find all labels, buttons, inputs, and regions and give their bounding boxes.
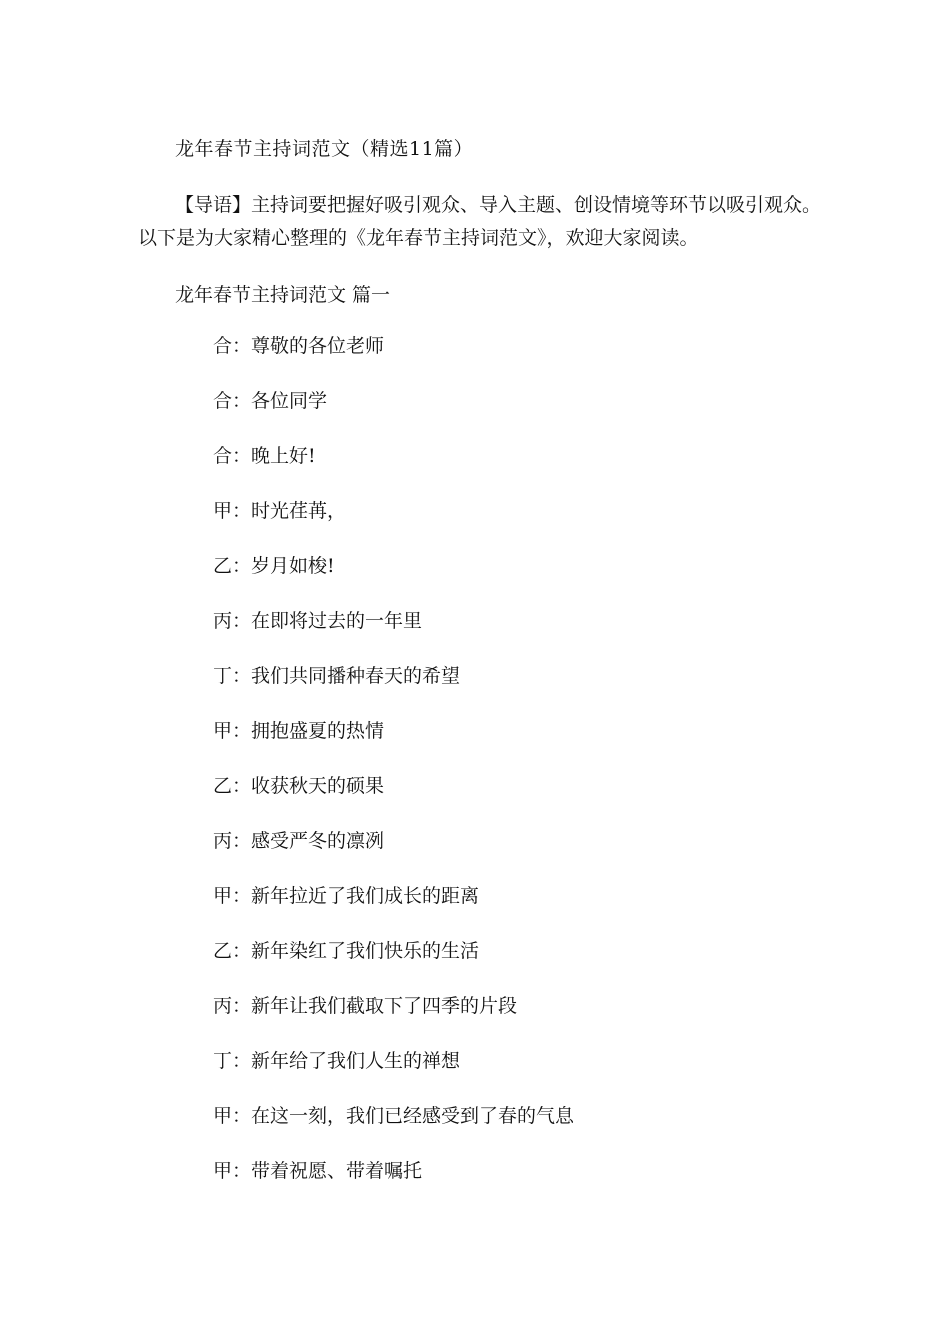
intro-line-2: 以下是为大家精心整理的《龙年春节主持词范文》，欢迎大家阅读。 bbox=[138, 227, 699, 249]
dialogue-line: 乙：新年染红了我们快乐的生活 bbox=[213, 940, 480, 962]
dialogue-line: 合：尊敬的各位老师 bbox=[213, 335, 385, 357]
document-title: 龙年春节主持词范文（精选11篇） bbox=[175, 138, 474, 160]
dialogue-line: 乙：收获秋天的硕果 bbox=[213, 775, 385, 797]
dialogue-line: 甲：拥抱盛夏的热情 bbox=[213, 720, 385, 742]
dialogue-line: 丙：在即将过去的一年里 bbox=[213, 610, 423, 632]
dialogue-line: 合：各位同学 bbox=[213, 390, 328, 412]
dialogue-line: 丙：感受严冬的凛冽 bbox=[213, 830, 385, 852]
dialogue-line: 甲：带着祝愿、带着嘱托 bbox=[213, 1160, 423, 1182]
section-heading: 龙年春节主持词范文 篇一 bbox=[175, 284, 391, 306]
dialogue-line: 合：晚上好! bbox=[213, 445, 316, 467]
intro-line-1: 【导语】主持词要把握好吸引观众、导入主题、创设情境等环节以吸引观众。 bbox=[175, 194, 822, 216]
dialogue-line: 甲：新年拉近了我们成长的距离 bbox=[213, 885, 480, 907]
dialogue-line: 丙：新年让我们截取下了四季的片段 bbox=[213, 995, 518, 1017]
dialogue-line: 丁：新年给了我们人生的禅想 bbox=[213, 1050, 461, 1072]
intro-paragraph bbox=[138, 189, 838, 255]
dialogue-line: 甲：时光荏苒， bbox=[213, 500, 347, 522]
dialogue-line: 丁：我们共同播种春天的希望 bbox=[213, 665, 461, 687]
dialogue-list bbox=[213, 334, 574, 1214]
dialogue-line: 甲：在这一刻，我们已经感受到了春的气息 bbox=[213, 1105, 575, 1127]
dialogue-line: 乙：岁月如梭! bbox=[213, 555, 335, 577]
